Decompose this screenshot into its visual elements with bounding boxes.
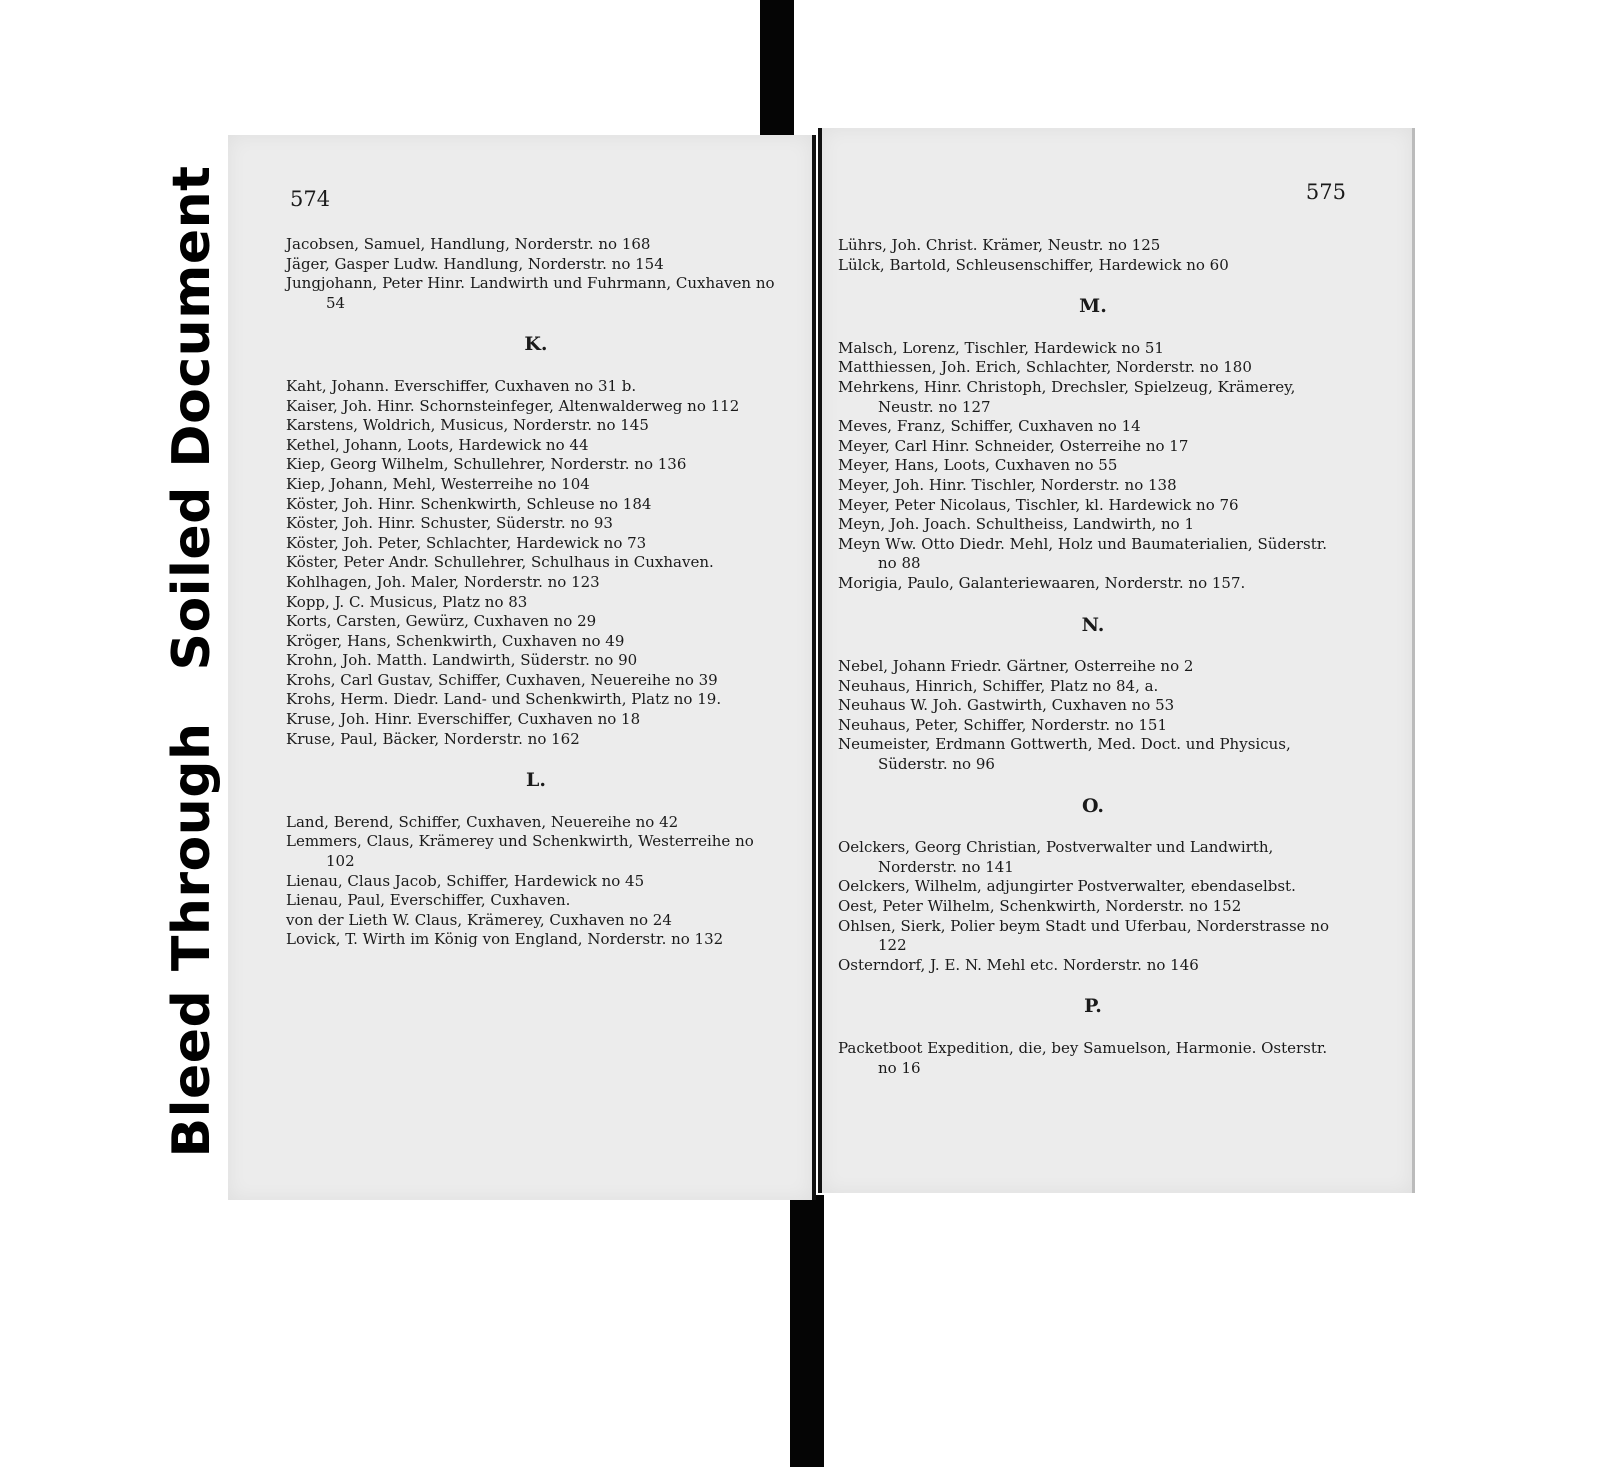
directory-entry: Matthiessen, Joh. Erich, Schlachter, Norderstr. no 180 [838,358,1252,377]
directory-entry: Oest, Peter Wilhelm, Schenkwirth, Norderstr. no 152 [838,897,1242,916]
directory-entries [286,235,786,950]
directory-entry: Kethel, Johann, Loots, Hardewick no 44 [286,435,589,454]
section-letter-heading: N. [1081,613,1105,636]
directory-entry: Lienau, Paul, Everschiffer, Cuxhaven. [286,891,571,910]
directory-entry: Krohn, Joh. Matth. Landwirth, Süderstr. no 90 [286,651,638,670]
section-letter-heading: P. [1084,995,1102,1018]
directory-entry: Kruse, Paul, Bäcker, Norderstr. no 162 [286,729,580,748]
bleed-through-label [152,700,232,1180]
directory-entry: Packetboot Expedition, die, bey Samuelson, Harmonie. Osterstr. no 16 [838,1039,1328,1077]
directory-entry: Kiep, Johann, Mehl, Westerreihe no 104 [286,474,590,493]
directory-entry: Neuhaus, Hinrich, Schiffer, Platz no 84, a. [838,676,1159,695]
directory-entry: Neuhaus, Peter, Schiffer, Norderstr. no 151 [838,715,1167,734]
directory-entry: Oelckers, Wilhelm, adjungirter Postverwalter, ebendaselbst. [838,877,1296,896]
directory-entry: Kaht, Johann. Everschiffer, Cuxhaven no 31 b. [286,376,637,395]
directory-entry: Neuhaus W. Joh. Gastwirth, Cuxhaven no 53 [838,696,1175,715]
page-number: 575 [1305,180,1346,204]
directory-entry: Malsch, Lorenz, Tischler, Hardewick no 51 [838,338,1164,357]
directory-entry: Kröger, Hans, Schenkwirth, Cuxhaven no 49 [286,631,625,650]
directory-entry: Karstens, Woldrich, Musicus, Norderstr. no 145 [286,416,649,435]
directory-entry: Köster, Joh. Hinr. Schuster, Süderstr. no 93 [286,514,613,533]
directory-entry: Kruse, Joh. Hinr. Everschiffer, Cuxhaven no 18 [286,710,641,729]
directory-entry: Jacobsen, Samuel, Handlung, Norderstr. no 168 [286,235,651,253]
directory-entry: Lührs, Joh. Christ. Krämer, Neustr. no 125 [838,236,1161,254]
directory-entry: Kopp, J. C. Musicus, Platz no 83 [286,592,528,611]
page-number: 574 [290,187,331,211]
directory-entry: Lovick, T. Wirth im König von England, Norderstr. no 132 [286,930,724,949]
directory-entry: Kohlhagen, Joh. Maler, Norderstr. no 123 [286,572,600,591]
section-letter-heading: M. [1079,295,1107,318]
directory-entry: Krohs, Herm. Diedr. Land- und Schenkwirth, Platz no 19. [286,690,722,709]
directory-entry: Lemmers, Claus, Krämerey und Schenkwirth, Westerreihe no 102 [286,832,754,871]
directory-entry: Korts, Carsten, Gewürz, Cuxhaven no 29 [286,612,597,631]
right-page [818,128,1415,1193]
directory-entry: Meyn Ww. Otto Diedr. Mehl, Holz und Baumaterialien, Süderstr. no 88 [838,534,1328,573]
binding-strip-top [760,0,794,140]
directory-entry: Lienau, Claus Jacob, Schiffer, Hardewick no 45 [286,871,645,890]
directory-entry: Mehrkens, Hinr. Christoph, Drechsler, Spielzeug, Krämerey, Neustr. no 127 [838,377,1296,416]
left-page [228,135,816,1200]
directory-entry: Kiep, Georg Wilhelm, Schullehrer, Norderstr. no 136 [286,455,687,474]
directory-entry: Lülck, Bartold, Schleusenschiffer, Hardewick no 60 [838,255,1229,274]
directory-entry: Köster, Joh. Peter, Schlachter, Hardewick no 73 [286,533,647,552]
directory-entry: Meyer, Joh. Hinr. Tischler, Norderstr. no 138 [838,475,1177,494]
section-letter-heading: L. [526,769,546,792]
directory-entry: Morigia, Paulo, Galanteriewaaren, Norderstr. no 157. [838,573,1246,592]
directory-entry: Neumeister, Erdmann Gottwerth, Med. Doct. und Physicus, Süderstr. no 96 [838,735,1291,774]
directory-entry: Osterndorf, J. E. N. Mehl etc. Norderstr. no 146 [838,955,1199,974]
soiled-document-text: Soiled Document [162,165,222,670]
directory-entry: Meves, Franz, Schiffer, Cuxhaven no 14 [838,417,1141,436]
directory-entry: Nebel, Johann Friedr. Gärtner, Osterreihe no 2 [838,657,1194,676]
directory-entry: Kaiser, Joh. Hinr. Schornsteinfeger, Altenwalderweg no 112 [286,396,740,415]
soiled-document-label [152,150,232,685]
directory-entry: Jäger, Gasper Ludw. Handlung, Norderstr. no 154 [286,254,664,273]
directory-entry: Köster, Joh. Hinr. Schenkwirth, Schleuse no 184 [286,494,652,513]
directory-entry: Meyer, Peter Nicolaus, Tischler, kl. Hardewick no 76 [838,495,1239,514]
bleed-through-text: Bleed Through [162,722,222,1158]
binding-strip-bottom [790,1195,824,1467]
directory-entry: Oelckers, Georg Christian, Postverwalter und Landwirth, Norderstr. no 141 [838,838,1274,876]
directory-entry: Meyer, Carl Hinr. Schneider, Osterreihe no 17 [838,436,1189,455]
directory-entry: Meyn, Joh. Joach. Schultheiss, Landwirth, no 1 [838,515,1195,534]
section-letter-heading: O. [1081,794,1105,817]
directory-entry: Land, Berend, Schiffer, Cuxhaven, Neuereihe no 42 [286,812,679,831]
section-letter-heading: K. [524,333,548,356]
directory-entry: Meyer, Hans, Loots, Cuxhaven no 55 [838,456,1118,475]
directory-entries [838,236,1348,1078]
directory-entry: Ohlsen, Sierk, Polier beym Stadt und Uferbau, Norderstrasse no 122 [838,916,1330,955]
directory-entry: Köster, Peter Andr. Schullehrer, Schulhaus in Cuxhaven. [286,553,714,572]
directory-entry: Jungjohann, Peter Hinr. Landwirth und Fuhrmann, Cuxhaven no 54 [286,274,775,312]
directory-entry: Krohs, Carl Gustav, Schiffer, Cuxhaven, Neuereihe no 39 [286,670,718,689]
directory-entry: von der Lieth W. Claus, Krämerey, Cuxhaven no 24 [286,910,672,929]
